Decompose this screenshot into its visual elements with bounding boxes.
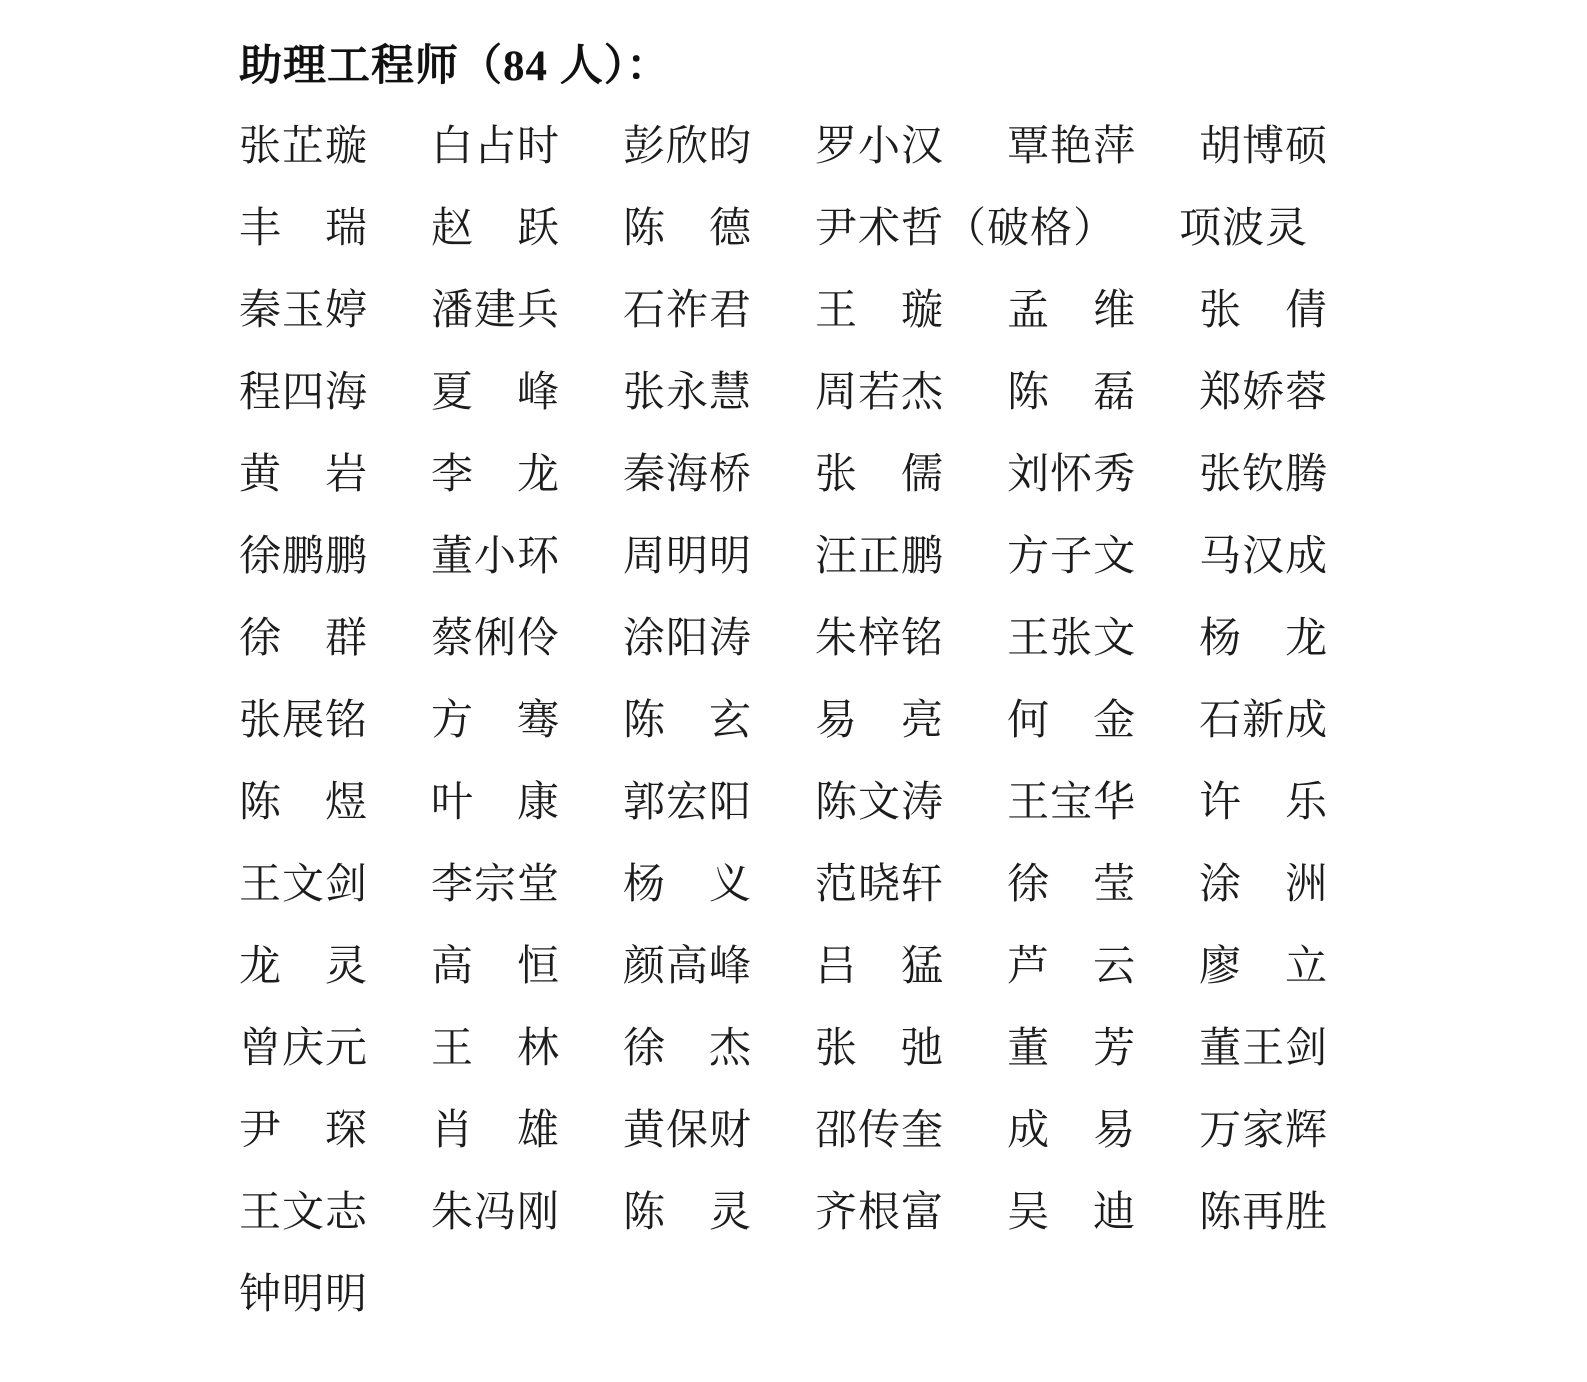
person-name: 董 芳 — [1007, 1026, 1137, 1072]
name-row — [239, 1004, 1359, 1086]
name-row — [239, 1086, 1359, 1168]
person-name: 易 亮 — [815, 698, 945, 744]
person-name: 覃艳萍 — [1007, 124, 1137, 170]
person-name: 涂阳涛 — [623, 616, 753, 662]
person-name: 万家辉 — [1199, 1108, 1329, 1154]
person-name: 高 恒 — [431, 944, 561, 990]
document-content — [239, 22, 1359, 1332]
person-name: 张永慧 — [623, 370, 753, 416]
person-name: 刘怀秀 — [1007, 452, 1137, 498]
person-name: 王张文 — [1007, 616, 1137, 662]
person-name: 王文志 — [239, 1190, 369, 1236]
person-name: 肖 雄 — [431, 1108, 561, 1154]
person-name: 秦海桥 — [623, 452, 753, 498]
person-name: 石祚君 — [623, 288, 753, 334]
name-row — [239, 102, 1359, 184]
name-row — [239, 430, 1359, 512]
person-name: 叶 康 — [431, 780, 561, 826]
person-name: 吴 迪 — [1007, 1190, 1137, 1236]
person-name: 董小环 — [431, 534, 561, 580]
person-name: 成 易 — [1007, 1108, 1137, 1154]
person-name: 郭宏阳 — [623, 780, 753, 826]
person-name: 陈 灵 — [623, 1190, 753, 1236]
person-name: 周若杰 — [815, 370, 945, 416]
person-name: 张芷璇 — [239, 124, 369, 170]
person-name: 董王剑 — [1199, 1026, 1329, 1072]
person-name: 朱冯刚 — [431, 1190, 561, 1236]
person-name: 白占时 — [431, 124, 561, 170]
name-row — [239, 184, 1359, 266]
person-name: 陈 德 — [623, 206, 753, 252]
name-row — [239, 758, 1359, 840]
person-name: 汪正鹏 — [815, 534, 945, 580]
person-name: 夏 峰 — [431, 370, 561, 416]
person-name: 王文剑 — [239, 862, 369, 908]
person-name: 彭欣昀 — [623, 124, 753, 170]
person-name: 尹术哲（破格） — [815, 206, 1117, 252]
name-row — [239, 266, 1359, 348]
name-row — [239, 840, 1359, 922]
person-name: 张展铭 — [239, 698, 369, 744]
person-name: 陈文涛 — [815, 780, 945, 826]
name-row — [239, 1168, 1359, 1250]
name-rows — [239, 102, 1359, 1332]
name-row — [239, 676, 1359, 758]
person-name: 徐鹏鹏 — [239, 534, 369, 580]
name-row — [239, 1250, 1359, 1332]
person-name: 徐 莹 — [1007, 862, 1137, 908]
person-name: 涂 洲 — [1199, 862, 1329, 908]
person-name: 黄保财 — [623, 1108, 753, 1154]
person-name: 孟 维 — [1007, 288, 1137, 334]
person-name: 邵传奎 — [815, 1108, 945, 1154]
page-title: 助理工程师（84 人）： — [239, 42, 671, 90]
name-row — [239, 512, 1359, 594]
person-name: 陈 煜 — [239, 780, 369, 826]
person-name: 秦玉婷 — [239, 288, 369, 334]
person-name: 廖 立 — [1199, 944, 1329, 990]
person-name: 李宗堂 — [431, 862, 561, 908]
person-name: 潘建兵 — [431, 288, 561, 334]
person-name: 郑娇蓉 — [1199, 370, 1329, 416]
person-name: 陈 玄 — [623, 698, 753, 744]
person-name: 蔡俐伶 — [431, 616, 561, 662]
person-name: 王 林 — [431, 1026, 561, 1072]
person-name: 方子文 — [1007, 534, 1137, 580]
person-name: 王 璇 — [815, 288, 945, 334]
person-name: 赵 跃 — [431, 206, 561, 252]
person-name: 龙 灵 — [239, 944, 369, 990]
person-name: 张 儒 — [815, 452, 945, 498]
person-name: 程四海 — [239, 370, 369, 416]
name-row — [239, 348, 1359, 430]
person-name: 石新成 — [1199, 698, 1329, 744]
person-name: 杨 义 — [623, 862, 753, 908]
person-name: 尹 琛 — [239, 1108, 369, 1154]
person-name: 周明明 — [623, 534, 753, 580]
person-name: 曾庆元 — [239, 1026, 369, 1072]
person-name: 黄 岩 — [239, 452, 369, 498]
person-name: 徐 群 — [239, 616, 369, 662]
person-name: 范晓轩 — [815, 862, 945, 908]
person-name: 芦 云 — [1007, 944, 1137, 990]
person-name: 丰 瑞 — [239, 206, 369, 252]
person-name: 杨 龙 — [1199, 616, 1329, 662]
person-name: 项波灵 — [1179, 206, 1309, 252]
person-name: 吕 猛 — [815, 944, 945, 990]
person-name: 陈 磊 — [1007, 370, 1137, 416]
person-name: 钟明明 — [239, 1272, 369, 1318]
person-name: 马汉成 — [1199, 534, 1329, 580]
person-name: 许 乐 — [1199, 780, 1329, 826]
person-name: 颜高峰 — [623, 944, 753, 990]
name-row — [239, 922, 1359, 1004]
person-name: 方 骞 — [431, 698, 561, 744]
person-name: 齐根富 — [815, 1190, 945, 1236]
person-name: 张 弛 — [815, 1026, 945, 1072]
person-name: 王宝华 — [1007, 780, 1137, 826]
person-name: 李 龙 — [431, 452, 561, 498]
person-name: 陈再胜 — [1199, 1190, 1329, 1236]
person-name: 张钦腾 — [1199, 452, 1329, 498]
person-name: 张 倩 — [1199, 288, 1329, 334]
person-name: 徐 杰 — [623, 1026, 753, 1072]
person-name: 罗小汉 — [815, 124, 945, 170]
name-row — [239, 594, 1359, 676]
person-name: 胡博硕 — [1199, 124, 1329, 170]
person-name: 何 金 — [1007, 698, 1137, 744]
person-name: 朱梓铭 — [815, 616, 945, 662]
